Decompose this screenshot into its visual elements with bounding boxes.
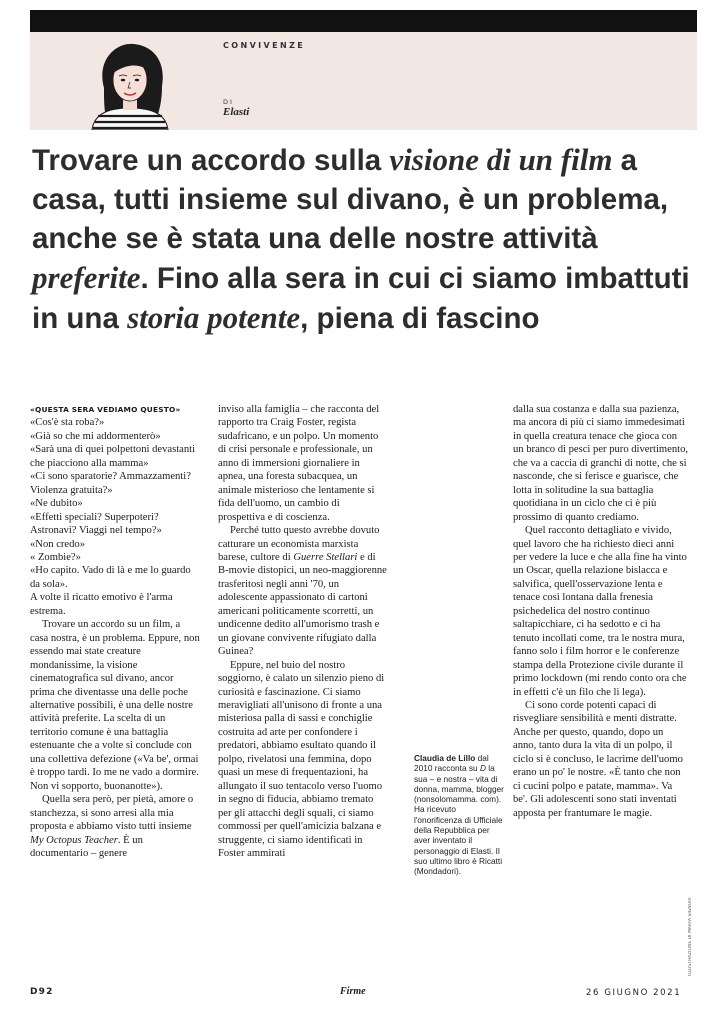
- headline-highlight: visione di un film: [389, 142, 613, 177]
- article-paragraph: [30, 793, 200, 860]
- bio-text: la sua – e nostra – vita di donna, mamma, blogger (nonsolomamma. com). Ha ricevuto l'onorificenza di Ufficiale della Repubblica per aver inventato il personaggio di Elasti. Il suo ultimo libro è Ricatti (Mondadori).: [414, 763, 504, 877]
- text-run: e di B-movie distopici, un neo-maggiorenne trasferitosi negli anni '70, un adolescente appassionato di cartoni americani politicamente scorretti, un undicenne dedito all'umorismo trash e un giovane convivente rifugiato dalla Guinea?: [218, 551, 387, 658]
- bio-text: dal 2010 racconta su: [414, 753, 489, 774]
- section-label: CONVIVENZE: [223, 41, 306, 50]
- illustration-credit: ILLUSTRAZIONE DI MARTA SIGNORI: [688, 897, 693, 976]
- headline-highlight: storia potente: [127, 300, 301, 335]
- article-paragraph: inviso alla famiglia – che racconta del rapporto tra Craig Foster, regista sudafricano, e un polpo. Un momento di crisi personale e professionale, un anno di immersioni giornaliere in apnea, una foresta subacquea, un animale misterioso che lentamente si fida dell'uomo, un cambio di prospettiva e di coscienza.: [218, 404, 380, 523]
- text-run: Quella sera però, per pietà, amore o stanchezza, si sono arresi alla mia proposta e abbiamo visto tutti insieme: [30, 794, 194, 833]
- dialogue-line: «Cos'è sta roba?»: [30, 417, 105, 429]
- dialogue-line: «Ci sono sparatorie? Ammazzamenti? Violenza gratuita?»: [30, 471, 191, 496]
- dialogue-line: « Zombie?»: [30, 551, 81, 563]
- film-title: My Octopus Teacher: [30, 834, 118, 846]
- dialogue-line: «Effetti speciali? Superpoteri? Astronavi? Viaggi nel tempo?»: [30, 511, 162, 537]
- article-paragraph: Eppure, nel buio del nostro soggiorno, è calato un silenzio pieno di curiosità e fascinazione. Ci siamo meravigliati all'unisono di fronte a una misteriosa palla di sassi e conchiglie costruita ad arte per confondere i predatori, abbiamo esultato quando il polpo, rivelatosi una femmina, dopo quasi un mese di frequentazioni, ha allungato il suo tentacolo verso l'uomo in segno di fiducia, abbiamo tremato per gli attacchi degli squali, ci siamo commossi per quell'amicizia balzana e struggente, ci siamo identificati in Foster ammirati: [218, 659, 385, 859]
- dialogue-line: «Ne dubito»: [30, 498, 83, 510]
- article-paragraph: Trovare un accordo su un film, a casa nostra, è un problema. Eppure, non essendo mai state creature mondanissime, la visione cinematografica sul divano, ancor prima che diventasse una delle poche alternative possibili, è una delle nostre attività preferite. La scelta di un territorio comune è una battaglia estenuante che a volte si conclude con una collettiva defezione («Va be', ormai è troppo tardi. Io me ne vado a dormire. Non vi sopporto, buonanotte»).: [30, 619, 200, 792]
- article-paragraph: Ci sono corde potenti capaci di risvegliare sensibilità e menti distratte. Anche per questo, quando, dopo un anno, tanto dura la vita di un polpo, il ciclo si è concluso, le lacrime dell'uomo erano un po' le nostre. «È tanto che non ci cucini polpo e patate, mamma». Va be'. Gli adolescenti sono stati inventati apposta per frantumare le magie.: [513, 699, 683, 819]
- bio-magazine: D: [479, 763, 486, 774]
- author-bio: [414, 753, 506, 877]
- footer-section: Firme: [340, 986, 366, 997]
- page-number: D92: [30, 987, 54, 997]
- film-title: Guerre Stellari: [293, 551, 358, 563]
- dialogue-line: A volte il ricatto emotivo è l'arma estrema.: [30, 592, 173, 617]
- byline-author: Elasti: [223, 106, 250, 118]
- article-column-3: [513, 403, 689, 820]
- headline-part: Trovare un accordo sulla: [32, 144, 390, 177]
- article-paragraph: Quel racconto dettagliato e vivido, quel lavoro che ha richiesto dieci anni per vedere la luce e che alla fine ha vinto un Oscar, quella relazione bislacca e salvifica, quell'osservazione lenta e tenace così lontana dalla frenesia psichedelica del nostro continuo saltapicchiare, ci ha sedotto e ci ha tenuto incollati come, tra le nostra mura, fanno solo i film horror e le conferenze stampa della Protezione civile durante il primo lockdown (mi rendo conto ora che in effetti c'è un filo che li lega).: [513, 525, 687, 698]
- headline-part: , piena di fascino: [300, 302, 540, 335]
- text-run: Perché tutto questo avrebbe dovuto catturare un economista marxista barese, cultore di: [218, 525, 380, 563]
- article-paragraph: [218, 524, 388, 659]
- headline-part: a casa, tutti insieme sul divano, è un problema, anche se è stata una delle nostre attività: [32, 144, 669, 255]
- text-run: . È un documentario – genere: [30, 834, 143, 859]
- article-column-1: [30, 403, 200, 860]
- dialogue-line: «Sarà una di quei polpettoni devastanti che piacciono alla mamma»: [30, 444, 196, 469]
- opening-kicker: «QUESTA SERA VEDIAMO QUESTO»: [30, 405, 181, 414]
- article-column-2: [218, 403, 388, 860]
- byline-prefix: DI: [223, 98, 234, 106]
- headline-part: . Fino alla sera in cui ci siamo imbattuti in una: [32, 262, 690, 335]
- dialogue-line: «Ho capito. Vado di là e me lo guardo da sola».: [30, 565, 191, 590]
- article-paragraph: dalla sua costanza e dalla sua pazienza, ma ancora di più ci siamo immedesimati in quella creatura tenace che gioca con un branco di pesci per puro divertimento, che va a caccia di granchi di notte, che si nasconde, che si ferisce e guarisce, che lotta in solitudine la sua battaglia quotidiana in un ciclo che ci è più prossimo di quanto crediamo.: [513, 404, 689, 523]
- top-black-bar: [30, 10, 697, 32]
- author-illustration: [70, 38, 188, 130]
- headline-highlight: preferite: [32, 260, 141, 295]
- dialogue-line: «Già so che mi addormenterò»: [30, 430, 161, 442]
- issue-date: 26 GIUGNO 2021: [586, 988, 682, 998]
- headline: [32, 140, 692, 338]
- bio-author-name: Claudia de Lillo: [414, 753, 476, 763]
- dialogue-line: «Non credo»: [30, 538, 86, 550]
